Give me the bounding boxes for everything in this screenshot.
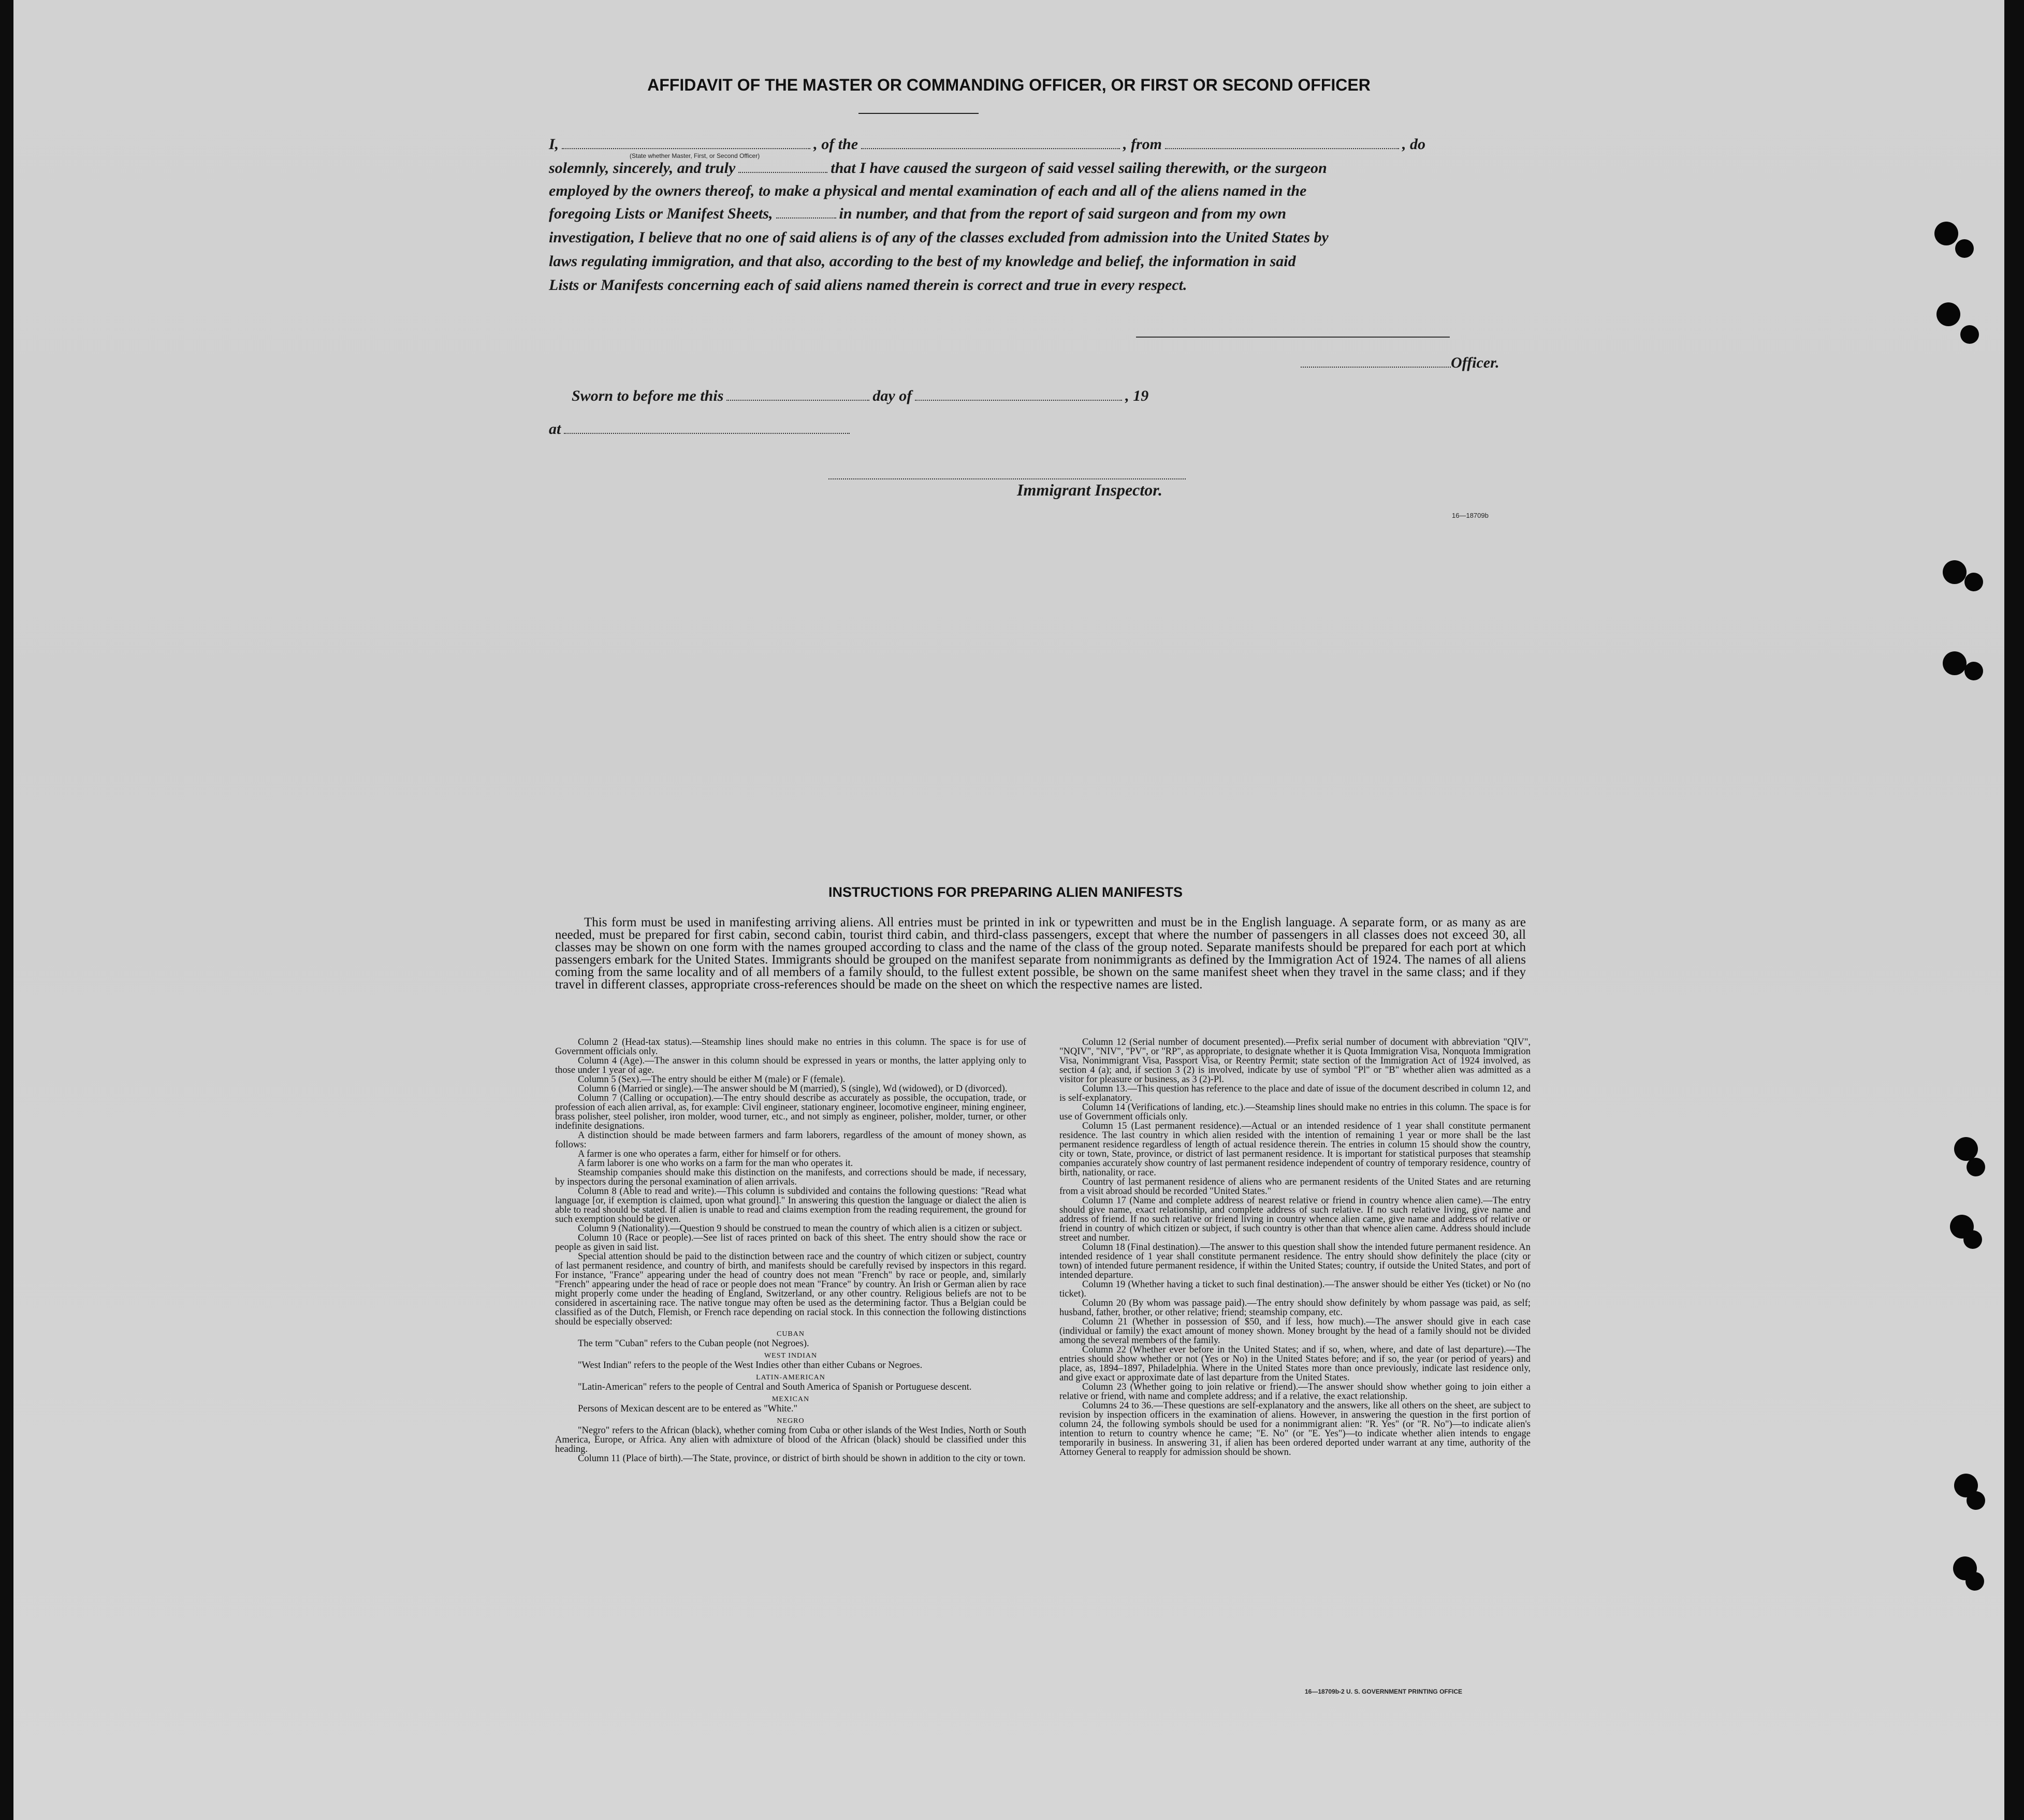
instruction-paragraph: Column 23 (Whether going to join relative or friend).—The answer should show whether going to join either a relative or friend, with name and complete address; and if a relative, the exact relationship. [1059, 1382, 1531, 1402]
instruction-paragraph: Column 8 (Able to read and write).—This column is subdivided and contains the following questions: "Read what language [or, if exemption is claimed, upon what ground]." In answering this question the language or dialect the alien is able to read should be stated. If alien is unable to read and claims exemption from the reading requirement, the ground for such exemption should be given. [555, 1186, 1026, 1225]
definition-heading: NEGRO [777, 1417, 805, 1425]
instruction-paragraph: Column 13.—This question has reference to the place and date of issue of the document described in column 12, and is self-explanatory. [1059, 1084, 1531, 1103]
definition-text: "West Indian" refers to the people of the West Indies other than either Cubans or Negroes. [578, 1360, 923, 1371]
punch-hole [1967, 1491, 1985, 1510]
instruction-paragraph: Column 19 (Whether having a ticket to such final destination).—The answer should be either Yes (ticket) or No (no ticket). [1059, 1279, 1531, 1299]
punch-hole [1943, 651, 1967, 675]
inspector-label: Immigrant Inspector. [1017, 481, 1162, 499]
officer-line: Officer. [1301, 354, 1499, 372]
punch-hole [1967, 1158, 1985, 1176]
title-underline [858, 113, 979, 114]
affidavit-line-4: foregoing Lists or Manifest Sheets, in number, and that from the report of said surgeon and from my own [549, 205, 1287, 222]
instruction-paragraph: Country of last permanent residence of aliens who are permanent residents of the United States and are returning from a visit abroad should be recorded "United States." [1059, 1177, 1531, 1197]
instruction-paragraph: Column 11 (Place of birth).—The State, province, or district of birth should be shown in addition to the city or town. [578, 1453, 1026, 1464]
definition-heading: WEST INDIAN [764, 1352, 818, 1360]
definition-text: Persons of Mexican descent are to be entered as "White." [578, 1404, 798, 1414]
definition-heading: LATIN-AMERICAN [756, 1374, 825, 1381]
definition-heading: MEXICAN [771, 1395, 810, 1403]
punch-hole [1936, 302, 1960, 326]
punch-hole [1963, 1230, 1982, 1249]
instruction-paragraph: Column 14 (Verifications of landing, etc.).—Steamship lines should make no entries in this column. The space is for use of Government officials only. [1059, 1102, 1531, 1122]
instruction-paragraph: Column 22 (Whether ever before in the United States; and if so, when, where, and date of last departure).—The entries should show whether or not (Yes or No) in the United States before; and if so, the year (or period of years) and place, as, 1894–1897, Philadelphia. Where in the United States more than once previously, indicate last residence only, and give exact or approximate date of last departure from the United States. [1059, 1345, 1531, 1383]
instruction-paragraph: Column 6 (Married or single).—The answer should be M (married), S (single), Wd (widowed), or D (divorced). [578, 1084, 1008, 1094]
instruction-paragraph: A farmer is one who operates a farm, either for himself or for others. [578, 1149, 841, 1159]
inspector-signature-line [828, 478, 1186, 479]
sworn-line: Sworn to before me this day of , 19 [572, 387, 1149, 404]
instructions-intro: This form must be used in manifesting arriving aliens. All entries must be printed in ink or typewritten and must be in the English language. A separate form, or as many as are needed, must be prepared for first cabin, second cabin, tourist third cabin, and third-class passengers, except that where the number of passengers in all classes does not exceed 30, all classes may be shown on one form with the names grouped according to class and the name of the class of the group noted. Separate manifests should be prepared for each port at which passengers embark for the United States. Immigrants should be grouped on the manifest separate from nonimmigrants as defined by the Immigration Act of 1924. The names of all aliens coming from the same locality and of all members of a family should, to the fullest extent possible, be shown on the same manifest sheet when they travel in the same class; and if they travel in different classes, appropriate cross-references should be made on the sheet on which the respective names are listed. [555, 915, 1526, 992]
instruction-paragraph: Column 12 (Serial number of document presented).—Prefix serial number of document with abbreviation "QIV", "NQIV", "NIV", "PV", or "RP", as appropriate, to designate whether it is Quota Immigration Visa, Nonquota Immigration Visa, Nonimmigrant Visa, Passport Visa, or Reentry Permit; state section of the Immigration Act of 1924 involved, as section 4 (a); and, if section 3 (2) is involved, indicate by use of symbol "Pl" or "B" whether alien was admitted as a visitor for pleasure or business, as 3 (2)-Pl. [1059, 1037, 1531, 1085]
instruction-paragraph: Column 7 (Calling or occupation).—The entry should describe as accurately as possible, the occupation, trade, or profession of each alien arrival, as, for example: Civil engineer, stationary engineer, locomotive engineer, mining engineer, brass polisher, steel polisher, iron molder, wood turner, etc., and not simply as engineer, polisher, molder, turner, or other indefinite designations. [555, 1093, 1026, 1131]
instruction-paragraph: Column 21 (Whether in possession of $50, and if less, how much).—The answer should give in each case (individual or family) the exact amount of money shown. Money brought by the head of a family should not be divided among the several members of the family. [1059, 1317, 1531, 1346]
punch-hole [1960, 325, 1979, 344]
definition-heading: CUBAN [776, 1330, 805, 1338]
instruction-paragraph: A distinction should be made between farmers and farm laborers, regardless of the amount of money shown, as follows: [555, 1130, 1026, 1150]
instructions-left-column [555, 1038, 1026, 1463]
instruction-paragraph: Column 9 (Nationality).—Question 9 should be construed to mean the country of which alien is a citizen or subject. [578, 1224, 1023, 1234]
instruction-paragraph: Column 10 (Race or people).—See list of races printed on back of this sheet. The entry should show the race or people as given in said list. [555, 1233, 1026, 1253]
instruction-paragraph: Column 2 (Head-tax status).—Steamship lines should make no entries in this column. The space is for use of Government officials only. [555, 1037, 1026, 1057]
instruction-paragraph: Column 5 (Sex).—The entry should be either M (male) or F (female). [578, 1074, 846, 1085]
instruction-paragraph: Column 20 (By whom was passage paid).—The entry should show definitely by whom passage was paid, as self; husband, father, brother, or other relative; friend; steamship company, etc. [1059, 1298, 1531, 1318]
instruction-paragraph: Column 15 (Last permanent residence).—Actual or an intended residence of 1 year shall constitute permanent residence. The last country in which alien resided with the intention of remaining 1 year or more shall be the last permanent residence regardless of length of actual residence therein. The entries in column 15 should show the country, city or town, State, province, or district of last permanent residence. It is important for statistical purposes that steamship companies accurately show country of last permanent residence independent of country of temporary residence, country of birth, nationality, or race. [1059, 1121, 1531, 1178]
affidavit-line-1: I, , of the , from , do [549, 136, 1426, 153]
punch-hole [1964, 573, 1983, 591]
instruction-paragraph: Column 18 (Final destination).—The answer to this question shall show the intended future permanent residence. An intended residence of 1 year shall constitute permanent residence. The entry should show definitely the place (city or town) of intended future permanent residence, if within the United States; country, if outside the United States, and port of intended departure. [1059, 1242, 1531, 1280]
sworn-place-line: at [549, 420, 853, 438]
affidavit-line-6: laws regulating immigration, and that also, according to the best of my knowledge and belief, the information in said [549, 253, 1296, 270]
document-sheet [13, 0, 2004, 1820]
instruction-paragraph: Steamship companies should make this distinction on the manifests, and corrections should be made, if necessary, by inspectors during the personal examination of alien arrivals. [555, 1168, 1026, 1187]
definition-text: The term "Cuban" refers to the Cuban people (not Negroes). [578, 1338, 809, 1349]
punch-hole [1964, 662, 1983, 680]
punch-hole [1954, 1137, 1978, 1161]
instructions-title: INSTRUCTIONS FOR PREPARING ALIEN MANIFESTS [828, 884, 1183, 900]
punch-hole [1943, 560, 1967, 584]
affidavit-title: AFFIDAVIT OF THE MASTER OR COMMANDING OFFICER, OR FIRST OR SECOND OFFICER [647, 76, 1371, 94]
officer-signature-line [1136, 337, 1450, 338]
affidavit-form-number: 16—18709b [1452, 512, 1489, 519]
punch-hole [1965, 1572, 1984, 1591]
definition-text: "Negro" refers to the African (black), whether coming from Cuba or other islands of the West Indies, North or South America, Europe, or Africa. Any alien with admixture of blood of the African (black) should be classified under this heading. [555, 1425, 1026, 1454]
affidavit-line-3: employed by the owners thereof, to make a physical and mental examination of each and all of the aliens named in the [549, 182, 1307, 199]
affidavit-line-5: investigation, I believe that no one of said aliens is of any of the classes excluded from admission into the United States by [549, 229, 1329, 246]
instruction-paragraph: Special attention should be paid to the distinction between race and the country of which citizen or subject, country of last permanent residence, and country of birth, and manifests should be carefully revised by inspectors in this regard. For instance, "France" appearing under the head of country does not mean "French" by race or people, and, similarly "French" appearing under the head of race or people does not mean "France" by country. An Irish or German alien by race might properly come under the heading of England, Switzerland, or any other country. Religious beliefs are not to be considered in ascertaining race. The native tongue may often be used as the determining factor. Thus a Belgian could be classified as of the Dutch, Flemish, or French race depending on racial stock. In this connection the following distinctions should be especially observed: [555, 1251, 1026, 1327]
affidavit-line-2: solemnly, sincerely, and truly that I have caused the surgeon of said vessel sailing therewith, or the surgeon [549, 159, 1327, 177]
instruction-paragraph: A farm laborer is one who works on a farm for the man who operates it. [578, 1158, 853, 1169]
definition-text: "Latin-American" refers to the people of Central and South America of Spanish or Portuguese descent. [578, 1382, 972, 1392]
instruction-paragraph: Columns 24 to 36.—These questions are self-explanatory and the answers, like all others on the sheet, are subject to revision by inspection officers in the examination of aliens. However, in answering the question in the first portion of column 24, the following symbols should be used for a nonimmigrant alien: "R. Yes" (or "R. No")—to indicate alien's intention to return to country whence he came; "E. No" (or "E. Yes")—to indicate whether alien intends to engage temporarily in business. In answering 31, if alien has been ordered deported under warrant at any time, authority of the Attorney General to reapply for admission should be shown. [1059, 1401, 1531, 1458]
affidavit-line-7: Lists or Manifests concerning each of said aliens named therein is correct and true in every respect. [549, 276, 1187, 294]
instructions-right-column [1059, 1038, 1531, 1457]
punch-hole [1934, 222, 1958, 245]
instruction-paragraph: Column 4 (Age).—The answer in this column should be expressed in years or months, the latter applying only to those under 1 year of age. [555, 1056, 1026, 1075]
printing-office-footer: 16—18709b-2 U. S. GOVERNMENT PRINTING OFFICE [1305, 1688, 1463, 1695]
punch-hole [1955, 239, 1974, 258]
officer-rank-note: (State whether Master, First, or Second Officer) [630, 152, 760, 159]
instruction-paragraph: Column 17 (Name and complete address of nearest relative or friend in country whence alien came).—The entry should give name, exact relationship, and complete address of such relative. If no such relative living, give name and address of friend. If no such relative or friend living in country whence alien came, give name and address of relative or friend in country of which citizen or subject, if such country is other than that whence alien came. Address should include street and number. [1059, 1196, 1531, 1243]
